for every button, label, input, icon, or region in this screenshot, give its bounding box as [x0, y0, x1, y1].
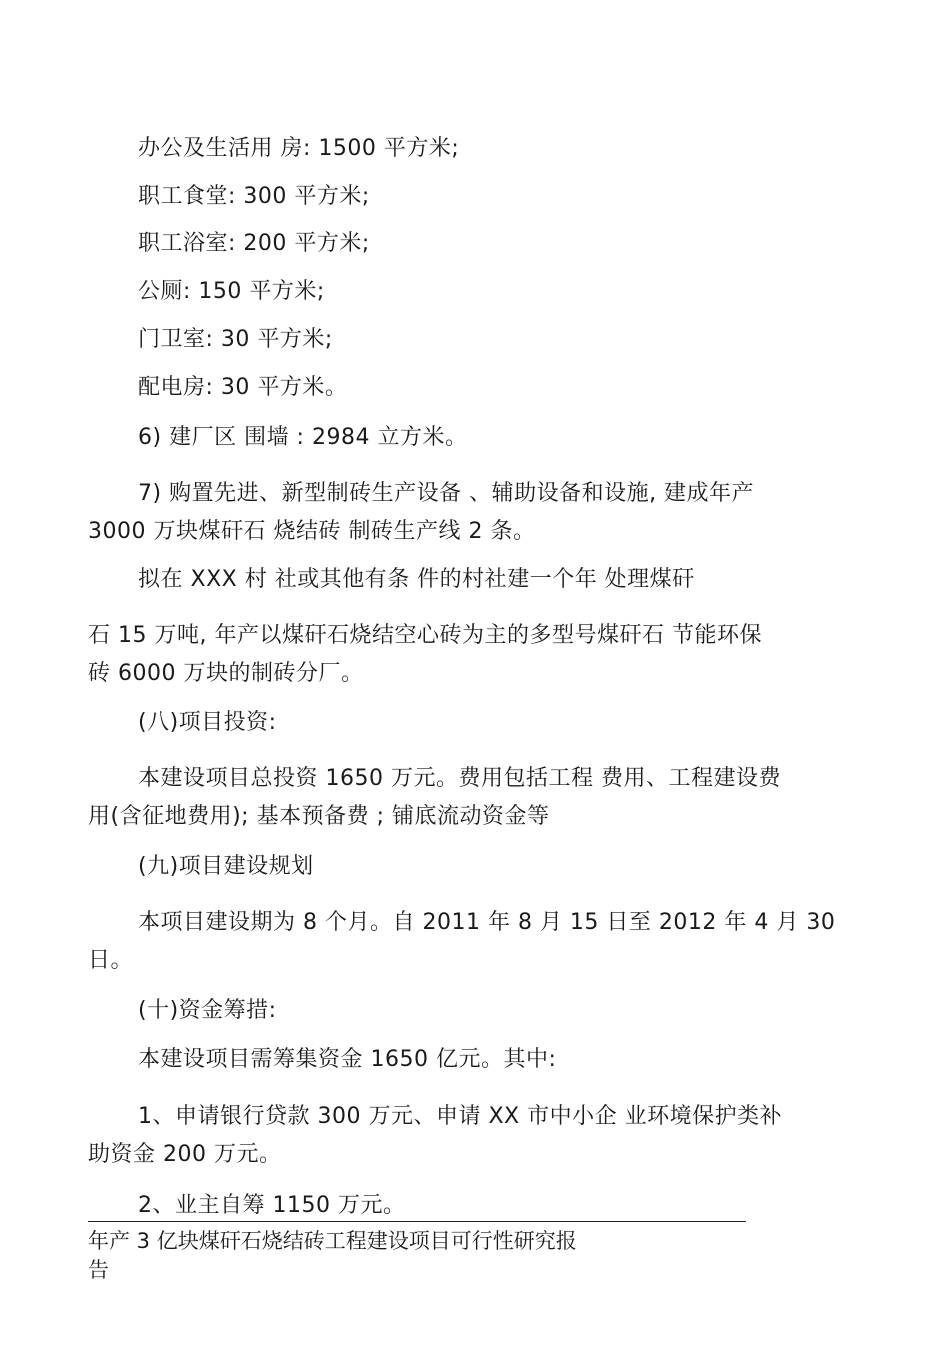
text-line-5: 门卫室: 30 平方米;: [138, 327, 333, 352]
text-line-1: 办公及生活用 房: 1500 平方米;: [138, 136, 460, 161]
text-line-22: 助资金 200 万元。: [88, 1142, 282, 1167]
text-line-17: 本项目建设期为 8 个月。自 2011 年 8 月 15 日至 2012 年 4 月 30: [138, 910, 836, 935]
text-line-20: 本建设项目需筹集资金 1650 亿元。其中:: [138, 1047, 557, 1072]
text-line-8: 7) 购置先进、新型制砖生产设备 、辅助设备和设施, 建成年产: [138, 481, 755, 506]
text-line-10: 拟在 XXX 村 社或其他有条 件的村社建一个年 处理煤矸: [138, 567, 695, 592]
footer-title: 年产 3 亿块煤矸石烧结砖工程建设项目可行性研究报: [88, 1229, 577, 1253]
text-line-6: 配电房: 30 平方米。: [138, 375, 348, 400]
text-line-14: 本建设项目总投资 1650 万元。费用包括工程 费用、工程建设费: [138, 766, 781, 791]
text-line-15: 用(含征地费用); 基本预备费 ; 铺底流动资金等: [88, 804, 550, 829]
text-line-11: 石 15 万吨, 年产以煤矸石烧结空心砖为主的多型号煤矸石 节能环保: [88, 623, 762, 648]
section-heading-funding: (十)资金筹措:: [138, 998, 277, 1023]
text-line-12: 砖 6000 万块的制砖分厂。: [88, 661, 364, 686]
text-line-3: 职工浴室: 200 平方米;: [138, 231, 370, 256]
text-line-2: 职工食堂: 300 平方米;: [138, 184, 370, 209]
text-line-7: 6) 建厂区 围墙 : 2984 立方米。: [138, 425, 468, 450]
text-line-21: 1、申请银行贷款 300 万元、申请 XX 市中小企 业环境保护类补: [138, 1104, 783, 1129]
text-line-18: 日。: [88, 948, 134, 973]
footer-divider: [88, 1221, 746, 1222]
section-heading-investment: (八)项目投资:: [138, 710, 277, 735]
text-line-23: 2、业主自筹 1150 万元。: [138, 1193, 406, 1218]
footer-title-continued: 告: [88, 1258, 109, 1282]
section-heading-planning: (九)项目建设规划: [138, 854, 314, 879]
text-line-9: 3000 万块煤矸石 烧结砖 制砖生产线 2 条。: [88, 519, 536, 544]
text-line-4: 公厕: 150 平方米;: [138, 279, 325, 304]
